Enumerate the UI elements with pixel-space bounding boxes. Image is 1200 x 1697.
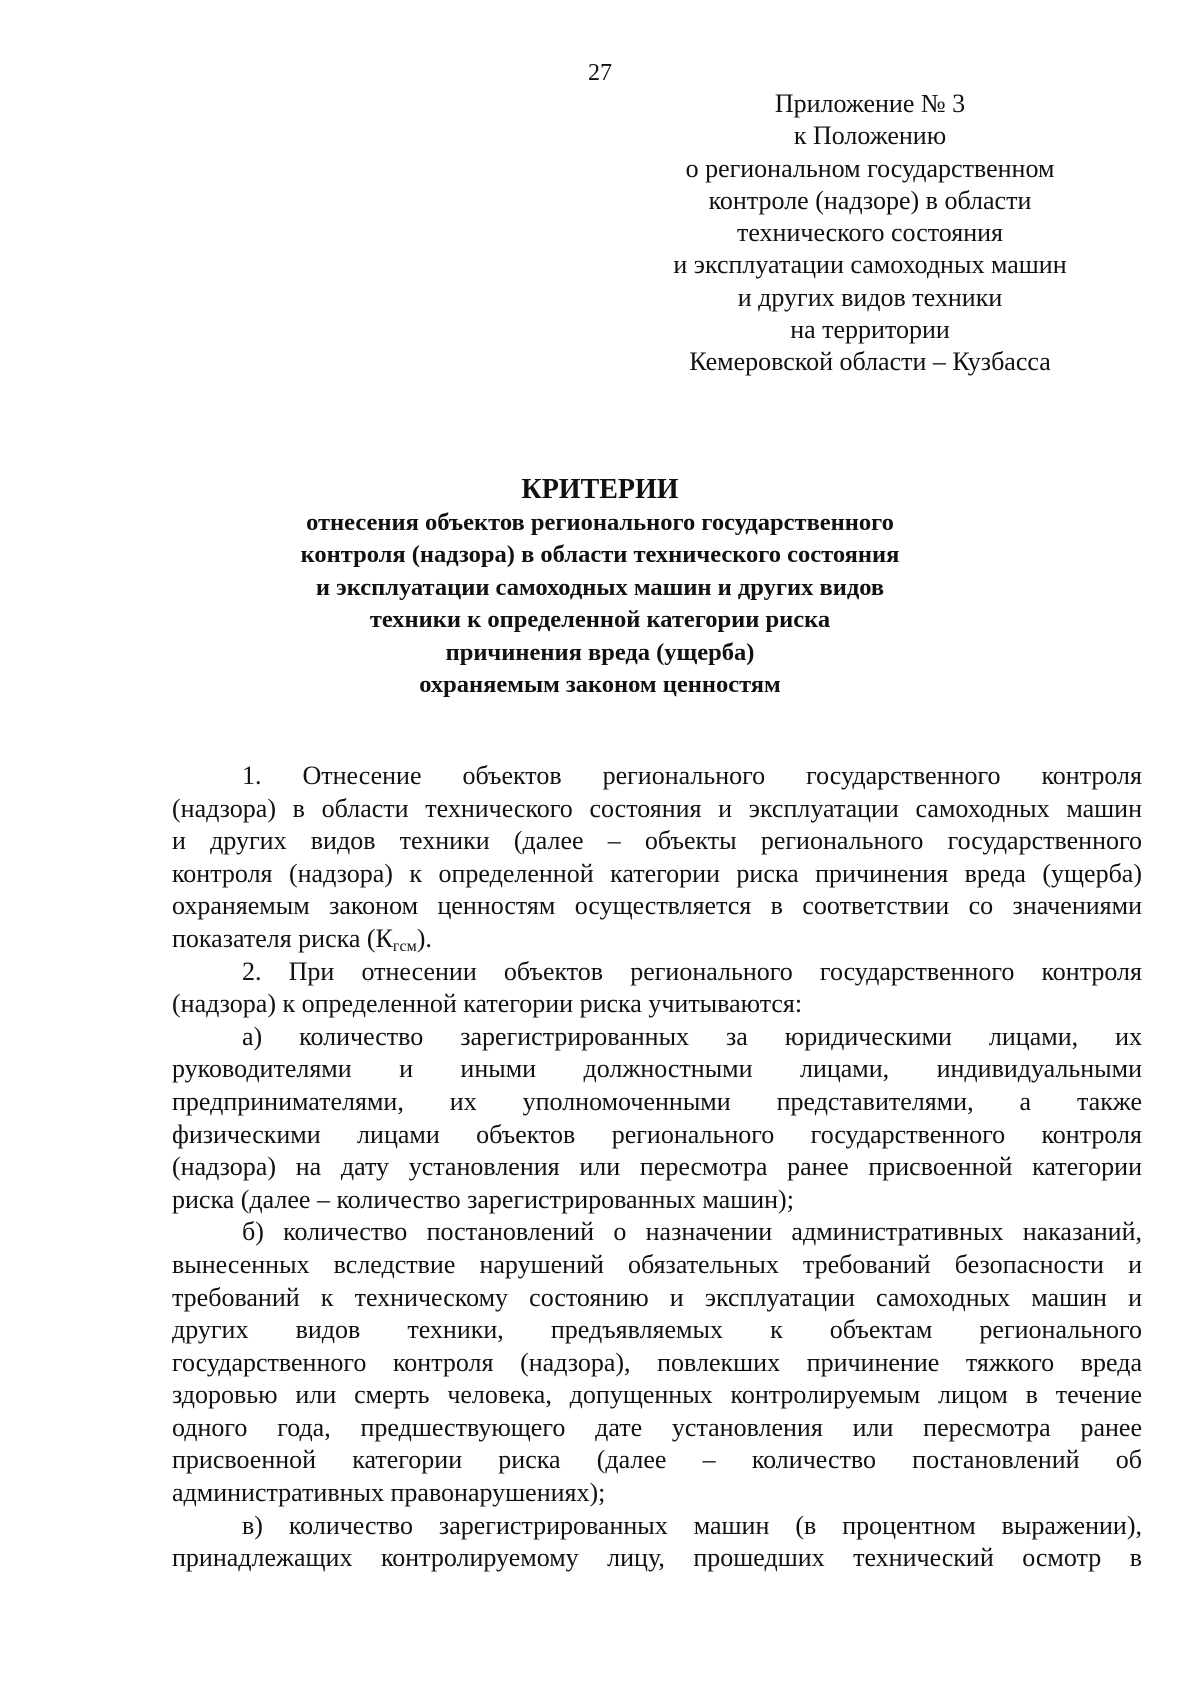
body-line: охраняемым законом ценностям осуществляется в соответствии со значениями: [172, 891, 1142, 921]
subtitle-line: контроля (надзора) в области технического состояния: [300, 541, 900, 569]
body-line: риска (далее – количество зарегистрированных машин);: [172, 1184, 794, 1214]
body-line: [172, 923, 1142, 956]
appendix-line: контроле (надзоре) в области: [708, 185, 1032, 215]
body-line: присвоенной категории риска (далее – количество постановлений об: [172, 1445, 1142, 1475]
body-line: контроля (надзора) к определенной категории риска причинения вреда (ущерба): [172, 858, 1142, 888]
list-item-v: [172, 1510, 1142, 1575]
paragraph-1: [172, 760, 1142, 956]
appendix-line: технического состояния: [736, 218, 1004, 248]
appendix-line: и эксплуатации самоходных машин: [673, 250, 1067, 280]
body-line: других видов техники, предъявляемых к объектам регионального: [172, 1315, 1142, 1345]
body-text-fragment: показателя риска (К: [172, 923, 393, 953]
subtitle-line: отнесения объектов регионального государственного: [306, 509, 894, 536]
body-line: в) количество зарегистрированных машин (в процентном выражении),: [242, 1510, 1142, 1540]
paragraph-2: [172, 956, 1142, 1021]
body-line: (надзора) на дату установления или пересмотра ранее присвоенной категории: [172, 1152, 1142, 1182]
page-number: 27: [588, 60, 612, 86]
body-line: б) количество постановлений о назначении административных наказаний,: [242, 1217, 1142, 1247]
appendix-line: на территории: [790, 315, 950, 345]
subtitle-line: и эксплуатации самоходных машин и других видов: [315, 573, 885, 601]
body-line: здоровью или смерть человека, допущенных контролируемым лицом в течение: [172, 1380, 1142, 1410]
subtitle-line: техники к определенной категории риска: [369, 606, 831, 634]
document-title: КРИТЕРИИ: [521, 474, 679, 505]
body-line: и других видов техники (далее – объекты регионального государственного: [172, 826, 1142, 856]
body-line: 2. При отнесении объектов регионального государственного контроля: [242, 956, 1142, 986]
list-item-a: [172, 1021, 1142, 1217]
appendix-header: [640, 88, 1100, 379]
subtitle-line: причинения вреда (ущерба): [445, 638, 755, 666]
body-line: одного года, предшествующего дате установления или пересмотра ранее: [172, 1412, 1142, 1442]
appendix-line: к Положению: [793, 121, 947, 151]
appendix-line: и других видов техники: [737, 282, 1003, 312]
body-line: предпринимателями, их уполномоченными представителями, а также: [172, 1086, 1142, 1116]
list-item-b: [172, 1216, 1142, 1509]
subtitle-line: охраняемым законом ценностям: [419, 671, 781, 699]
body-line: а) количество зарегистрированных за юридическими лицами, их: [242, 1021, 1142, 1051]
appendix-line: Приложение № 3: [774, 89, 966, 118]
body-line: принадлежащих контролируемому лицу, прошедших технический осмотр в: [172, 1543, 1142, 1573]
risk-index-subscript: гсм: [392, 937, 417, 955]
document-body: [172, 760, 1142, 1575]
appendix-line: о региональном государственном: [685, 153, 1055, 183]
body-line: вынесенных вследствие нарушений обязательных требований безопасности и: [172, 1249, 1142, 1279]
body-line: (надзора) к определенной категории риска учитываются:: [172, 989, 803, 1019]
body-line: государственного контроля (надзора), повлекших причинение тяжкого вреда: [172, 1347, 1142, 1377]
document-subtitle: [0, 507, 1200, 701]
body-line: требований к техническому состоянию и эксплуатации самоходных машин и: [172, 1282, 1142, 1312]
appendix-line: Кемеровской области – Кузбасса: [689, 347, 1051, 377]
body-line: руководителями и иными должностными лицами, индивидуальными: [172, 1054, 1142, 1084]
body-line: физическими лицами объектов регионального государственного контроля: [172, 1119, 1142, 1149]
body-line: административных правонарушениях);: [172, 1478, 606, 1508]
body-line: (надзора) в области технического состояния и эксплуатации самоходных машин: [172, 793, 1142, 823]
body-line: 1. Отнесение объектов регионального государственного контроля: [242, 761, 1142, 790]
body-text-fragment: ).: [416, 923, 432, 953]
document-title-block: [0, 473, 1200, 701]
